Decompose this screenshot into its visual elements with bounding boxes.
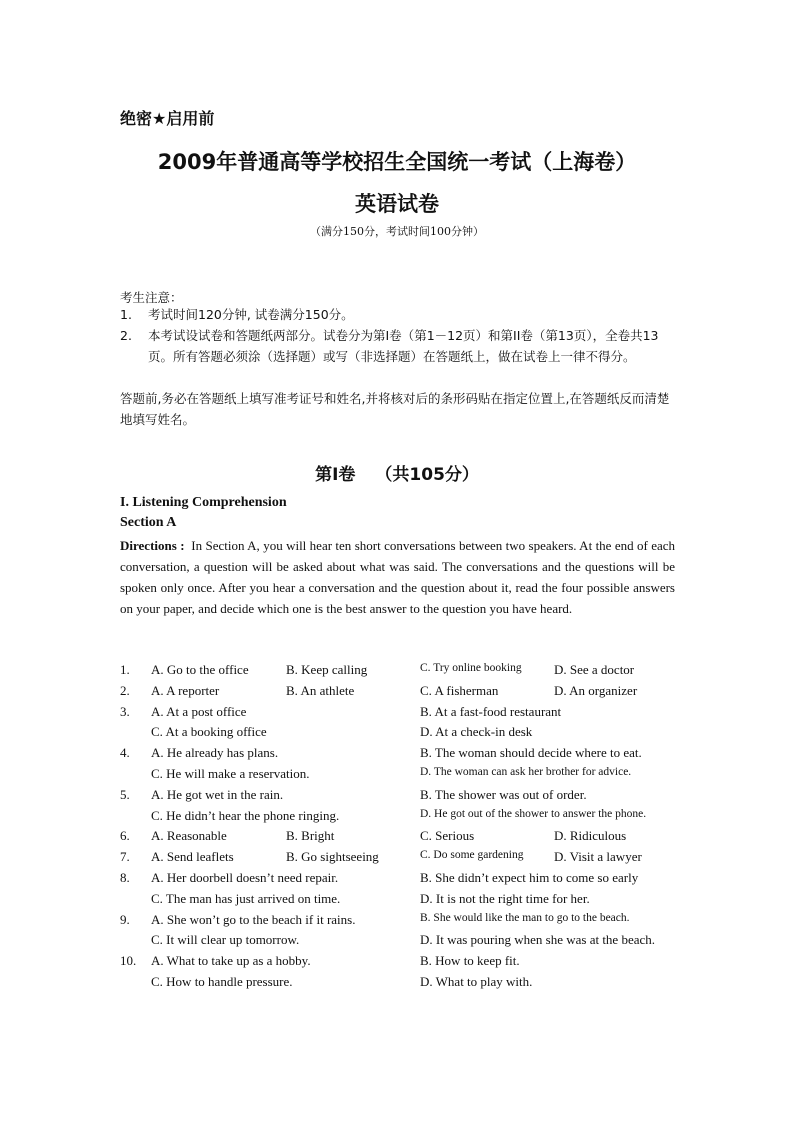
secret-label: 绝密★启用前 [120, 109, 215, 128]
option-a: A. Send leaflets [151, 849, 234, 865]
section-heading: I. Listening Comprehension [120, 495, 287, 510]
option-d: D. Ridiculous [554, 828, 627, 844]
option-a: A. At a post office [151, 703, 247, 719]
section-subheading: Section A [120, 515, 177, 530]
question-number: 8. [120, 870, 130, 885]
part-heading [0, 460, 794, 485]
option-a: A. What to take up as a hobby. [151, 953, 311, 969]
option-a: A. She won’t go to the beach if it rains. [151, 911, 356, 927]
option-d: D. He got out of the shower to answer the phone. [420, 807, 647, 820]
option-c: C. It will clear up tomorrow. [151, 932, 300, 948]
option-d: D. What to play with. [420, 974, 533, 989]
option-c: C. Do some gardening [420, 849, 524, 862]
question-number: 1. [120, 662, 130, 677]
directions [120, 535, 675, 619]
question-number: 10. [120, 953, 137, 969]
question-number: 5. [120, 786, 130, 802]
option-c: C. Try online booking [420, 662, 522, 674]
option-b: B. She would like the man to go to the beach. [420, 911, 630, 924]
option-d: D. It was pouring when she was at the beach. [420, 932, 656, 948]
option-b: B. Keep calling [286, 662, 368, 677]
option-c: C. Serious [420, 828, 475, 844]
notice-item-number: 2. [120, 328, 132, 343]
notice-item-number: 1. [120, 307, 132, 322]
notice-item-text: 本考试设试卷和答题纸两部分。试卷分为第I卷（第1－12页）和第II卷（第13页），全卷共13页。所有答题必须涂（选择题）或写（非选择题）在答题纸上，做在试卷上一律不得分。 [148, 328, 659, 364]
notice-paragraph: 答题前,务必在答题纸上填写准考证号和姓名,并将核对后的条形码贴在指定位置上,在答题纸反而清楚地填写姓名。 [120, 391, 670, 427]
option-d: D. The woman can ask her brother for advice. [420, 766, 632, 778]
exam-subtitle: 英语试卷 [355, 192, 439, 216]
option-c: C. At a booking office [151, 724, 267, 740]
option-d: D. An organizer [554, 682, 638, 698]
exam-meta: （满分150分，考试时间100分钟） [310, 225, 484, 238]
option-d: D. See a doctor [554, 662, 635, 677]
option-c: C. A fisherman [420, 682, 499, 698]
option-b: B. She didn’t expect him to come so early [420, 870, 639, 885]
directions-label: Directions : [120, 538, 185, 553]
option-c: C. The man has just arrived on time. [151, 890, 341, 906]
part-score: （共105分） [375, 465, 479, 485]
option-d: D. At a check-in desk [420, 724, 533, 740]
option-c: C. How to handle pressure. [151, 974, 293, 989]
option-a: A. Reasonable [151, 828, 227, 844]
option-d: D. Visit a lawyer [554, 849, 642, 865]
question-number: 4. [120, 745, 130, 761]
notice-item [120, 325, 675, 367]
directions-text: In Section A, you will hear ten short conversations between two speakers. At the end of each conversation, a question will be asked about what was said. The conversations and the questions will be spoken only once. After you hear a conversation and the question about it, read the four possible answers on your paper, and decide which one is the best answer to the question you have heard. [120, 538, 676, 616]
notice-heading: 考生注意： [120, 290, 183, 305]
question-number: 2. [120, 682, 130, 698]
option-b: B. How to keep fit. [420, 953, 520, 969]
option-b: B. Go sightseeing [286, 849, 379, 865]
option-b: B. Bright [286, 828, 335, 844]
question-number: 9. [120, 911, 130, 927]
question-number: 3. [120, 703, 130, 719]
option-a: A. Go to the office [151, 662, 249, 677]
option-b: B. The woman should decide where to eat. [420, 745, 642, 761]
option-b: B. An athlete [286, 682, 355, 698]
option-c: C. He didn’t hear the phone ringing. [151, 807, 340, 823]
option-a: A. A reporter [151, 682, 220, 698]
option-c: C. He will make a reservation. [151, 766, 310, 781]
exam-title: 2009年普通高等学校招生全国统一考试（上海卷） [157, 150, 637, 174]
option-b: B. At a fast-food restaurant [420, 703, 562, 719]
option-a: A. He already has plans. [151, 745, 279, 761]
question-number: 6. [120, 828, 130, 844]
part-label: 第I卷 [315, 465, 356, 485]
option-a: A. Her doorbell doesn’t need repair. [151, 870, 339, 885]
option-b: B. The shower was out of order. [420, 786, 587, 802]
question-number: 7. [120, 849, 130, 865]
notice-item-text: 考试时间120分钟, 试卷满分150分。 [148, 307, 354, 322]
option-a: A. He got wet in the rain. [151, 786, 284, 802]
option-d: D. It is not the right time for her. [420, 890, 590, 906]
notice-item [120, 304, 675, 325]
